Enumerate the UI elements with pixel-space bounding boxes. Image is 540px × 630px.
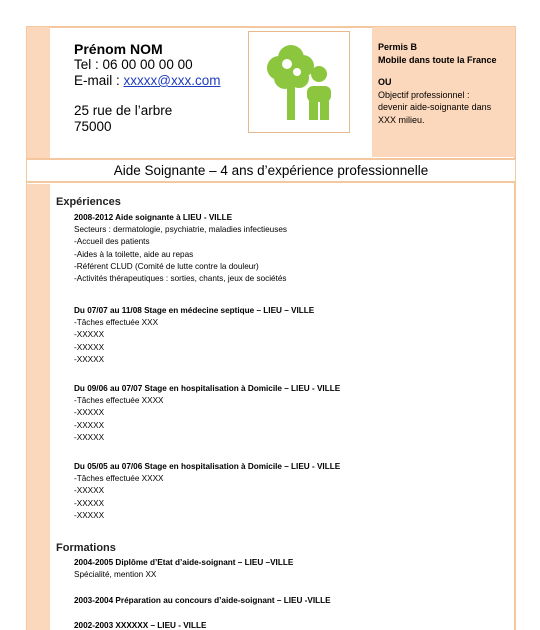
formation-title: 2004-2005 Diplôme d’Etat d’aide-soignant – LIEU –VILLE <box>74 558 294 567</box>
experiences-heading: Expériences <box>56 196 121 208</box>
experience-item <box>74 305 504 366</box>
side-or: OU <box>378 77 392 87</box>
experience-title: Du 05/05 au 07/06 Stage en hospitalisation à Domicile – LIEU - VILLE <box>74 462 341 471</box>
experience-title: 2008-2012 Aide soignante à LIEU - VILLE <box>74 213 233 222</box>
experience-line: -XXXXX <box>74 330 105 340</box>
formation-item <box>74 595 504 607</box>
formation-item <box>74 557 504 581</box>
contact-block <box>74 41 220 135</box>
phone-number: Tel : 06 00 00 00 00 <box>74 57 193 72</box>
cv-header <box>50 27 515 157</box>
experience-line: -Accueil des patients <box>74 237 150 247</box>
experience-line: -Tâches effectuée XXX <box>74 318 159 328</box>
formation-line: Spécialité, mention XX <box>74 570 157 580</box>
experience-line: Secteurs : dermatologie, psychiatrie, maladies infectieuses <box>74 225 287 235</box>
experience-line: -Tâches effectuée XXXX <box>74 474 164 484</box>
experience-line: -XXXXX <box>74 354 105 364</box>
experience-item <box>74 383 504 444</box>
experience-line: -XXXXX <box>74 342 105 352</box>
formation-item <box>74 620 504 630</box>
formations-heading: Formations <box>56 542 116 554</box>
address-line-2: 75000 <box>74 119 112 134</box>
formation-title: 2002-2003 XXXXXX – LIEU - VILLE <box>74 621 207 630</box>
experience-line: -XXXXX <box>74 420 105 430</box>
side-mobility: Mobile dans toute la France <box>378 54 497 65</box>
tree-person-icon <box>261 42 339 122</box>
experience-line: -XXXXX <box>74 486 105 496</box>
cv-title: Aide Soignante – 4 ans d’expérience professionnelle <box>113 163 429 178</box>
side-objective-label: Objectif professionnel : <box>378 89 470 100</box>
experience-title: Du 07/07 au 11/08 Stage en médecine septique – LIEU – VILLE <box>74 306 315 315</box>
experience-line: -XXXXX <box>74 498 105 508</box>
side-objective-line-2: XXX milieu. <box>378 114 425 125</box>
experience-line: -Référent CLUD (Comité de lutte contre la douleur) <box>74 261 259 271</box>
photo-placeholder <box>248 31 350 133</box>
email-label: E-mail : <box>74 73 124 88</box>
experience-item <box>74 461 504 522</box>
experience-line: -Aides à la toilette, aide au repas <box>74 249 194 259</box>
formation-title: 2003-2004 Préparation au concours d’aide-soignant – LIEU -VILLE <box>74 596 331 605</box>
side-objective-line-1: devenir aide-soignante dans <box>378 102 492 112</box>
side-license: Permis B <box>378 42 418 52</box>
experience-line: -XXXXX <box>74 510 105 520</box>
experience-item <box>74 212 504 285</box>
side-info-box <box>372 27 515 157</box>
experience-line: -XXXXX <box>74 408 105 418</box>
experience-title: Du 09/06 au 07/07 Stage en hospitalisation à Domicile – LIEU - VILLE <box>74 384 341 393</box>
left-accent-stripe <box>27 27 50 630</box>
address-line-1: 25 rue de l’arbre <box>74 103 173 118</box>
experience-line: -XXXXX <box>74 432 105 442</box>
title-band <box>27 158 515 183</box>
experience-line: -Tâches effectuée XXXX <box>74 396 164 406</box>
email-line <box>74 73 220 89</box>
experience-line: -Activités thérapeutiques : sorties, chants, jeux de sociétés <box>74 274 287 284</box>
candidate-name: Prénom NOM <box>74 41 163 57</box>
email-link[interactable]: xxxxx@xxx.com <box>123 73 221 88</box>
